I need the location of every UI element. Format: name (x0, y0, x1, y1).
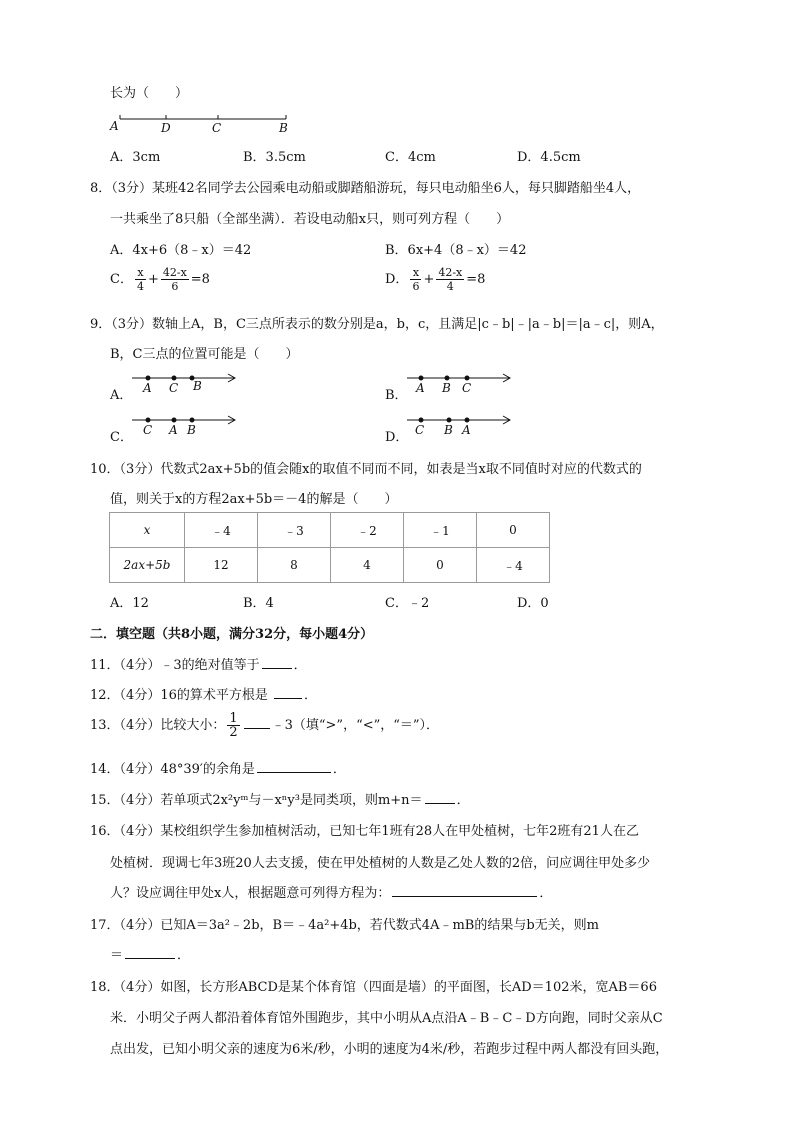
q8-line-1: 8．（3分）某班42名同学去公园乘电动船或脚踏船游玩，每只电动船坐6人，每只脚踏船坐4人， (90, 181, 641, 196)
q10-option-d[interactable]: D．0 (517, 596, 549, 611)
q13-text: 13．（4分）比较大小： (90, 718, 226, 733)
q7-segment-figure (108, 110, 298, 136)
period: ． (539, 886, 553, 901)
q11-text: 11．（4分）﹣3的绝对值等于 (90, 658, 260, 673)
fraction: $\frac{x}{6}$ (412, 266, 420, 293)
q12 (90, 684, 317, 703)
answer-blank[interactable] (274, 686, 302, 699)
q14 (90, 758, 346, 777)
point-a: A (169, 423, 178, 437)
fraction: $\frac{x}{4}$ (136, 266, 144, 293)
table-cell: 0 (477, 513, 550, 548)
period: ． (332, 762, 346, 777)
point-label-a: A (110, 119, 119, 133)
point-a: A (143, 381, 152, 395)
table-row (110, 548, 550, 583)
q9-option-c-label[interactable]: C． (110, 430, 133, 445)
table-row (110, 513, 550, 548)
q7-option-c[interactable]: C．4cm (385, 150, 436, 165)
q16-text: 人？设应调往甲处x人，根据题意可列得方程为： (110, 886, 391, 901)
q7-option-a[interactable]: A．3cm (110, 150, 161, 165)
q9-number-line-a[interactable] (130, 370, 240, 398)
q8-line-2: 一共乘坐了8只船（全部坐满）．若设电动船x只，则可列方程（ ） (110, 212, 510, 227)
point-b: B (444, 423, 453, 437)
q10-value-table (109, 512, 550, 583)
q9-number-line-b[interactable] (405, 370, 515, 398)
q8-option-c[interactable] (110, 266, 210, 293)
equals-eight: =8 (466, 272, 486, 287)
q9-option-b-label[interactable]: B． (385, 388, 408, 403)
point-c: C (143, 423, 153, 437)
point-a: A (416, 381, 425, 395)
q16-line-1: 16．（4分）某校组织学生参加植树活动，已知七年1班有28人在甲处植树，七年2班有21人在乙 (90, 824, 639, 839)
q12-text: 12．（4分）16的算术平方根是 (90, 688, 268, 703)
q10-option-a[interactable]: A．12 (110, 596, 149, 611)
table-cell: 0 (404, 548, 477, 583)
point-label-c: C (212, 121, 222, 135)
q8-option-a[interactable]: A．4x+6（8﹣x）＝42 (110, 243, 252, 258)
q10-option-b[interactable]: B．4 (243, 596, 274, 611)
table-cell: 8 (258, 548, 331, 583)
q9-option-d-label[interactable]: D． (385, 430, 409, 445)
answer-blank[interactable] (125, 946, 175, 959)
period: ． (456, 793, 470, 808)
q14-text: 14．（4分）48°39′的余角是 (90, 762, 255, 777)
fraction: $\frac{42-x}{6}$ (162, 266, 187, 293)
q18-line-3: 点出发，已知小明父亲的速度为6米/秒，小明的速度为4米/秒，若跑步过程中两人都没有回头跑， (110, 1042, 669, 1057)
answer-blank[interactable] (244, 716, 270, 729)
period: ． (177, 948, 191, 963)
point-a: A (462, 423, 471, 437)
q13-text-post: ﹣3（填“>”，“<”，“＝”）． (271, 718, 440, 733)
table-cell: ﹣4 (185, 513, 258, 548)
answer-blank[interactable] (425, 791, 455, 804)
point-b: B (193, 379, 202, 393)
q8-option-d[interactable] (385, 266, 485, 293)
period: ． (293, 658, 307, 673)
point-label-d: D (161, 121, 171, 135)
table-cell: ﹣2 (331, 513, 404, 548)
q18-line-1: 18．（4分）如图，长方形ABCD是某个体育馆（四面是墙）的平面图，长AD＝102米，宽AB＝66 (90, 980, 657, 995)
q10-line-1: 10．（3分）代数式2ax+5b的值会随x的取值不同而不同，如表是当x取不同值时对应的代数式的 (90, 462, 642, 477)
q7-option-d[interactable]: D．4.5cm (517, 150, 581, 165)
table-cell: 4 (331, 548, 404, 583)
table-cell: 12 (185, 548, 258, 583)
fraction-one-half: $\frac{1}{2}$ (229, 711, 238, 740)
table-cell: 2ax+5b (110, 548, 185, 583)
point-b: B (187, 423, 196, 437)
q15-text: 15．（4分）若单项式2x²yᵐ与－xⁿy³是同类项，则m+n＝ (90, 793, 423, 808)
q16-line-2: 处植树．现调七年3班20人去支援，使在甲处植树的人数是乙处人数的2倍，问应调往甲处多少 (110, 856, 651, 871)
section-title-fill-in: 二．填空题（共8小题，满分32分，每小题4分） (90, 627, 374, 642)
q9-option-a-label[interactable]: A． (110, 388, 133, 403)
point-b: B (442, 381, 451, 395)
option-label: C． (110, 272, 133, 287)
point-c: C (415, 423, 425, 437)
table-cell: x (110, 513, 185, 548)
point-label-b: B (279, 121, 288, 135)
table-cell: ﹣3 (258, 513, 331, 548)
table-cell: ﹣4 (477, 548, 550, 583)
q9-number-line-d[interactable] (405, 412, 515, 440)
q17-line-1: 17．（4分）已知A＝3a²﹣2b，B＝﹣4a²+4b，若代数式4A﹣mB的结果与b无关，则m (90, 918, 599, 933)
option-label: D． (385, 272, 409, 287)
q7-question-tail: 长为（ ） (110, 86, 189, 101)
plus-sign: + (423, 272, 435, 287)
q7-option-b[interactable]: B．3.5cm (243, 150, 306, 165)
equals-eight: =8 (190, 272, 210, 287)
q17-text: ＝ (110, 948, 124, 963)
q9-number-line-c[interactable] (130, 412, 240, 440)
q18-line-2: 米．小明父子两人都沿着体育馆外围跑步，其中小明从A点沿A﹣B﹣C﹣D方向跑，同时父亲从C (110, 1011, 663, 1026)
answer-blank[interactable] (262, 656, 292, 669)
q9-line-1: 9．（3分）数轴上A，B，C三点所表示的数分别是a，b，c，且满足|c﹣b|﹣|a﹣b|＝|a﹣c|，则A， (90, 317, 664, 332)
q16-line-3 (110, 882, 552, 901)
q10-option-c[interactable]: C．﹣2 (385, 596, 430, 611)
plus-sign: + (147, 272, 159, 287)
answer-blank[interactable] (257, 760, 331, 773)
fraction: $\frac{42-x}{4}$ (438, 266, 463, 293)
q15 (90, 789, 470, 808)
q8-option-b[interactable]: B．6x+4（8﹣x）＝42 (385, 243, 527, 258)
q11 (90, 654, 307, 673)
answer-blank[interactable] (392, 884, 537, 897)
point-c: C (462, 381, 472, 395)
q17-line-2 (110, 944, 190, 963)
q10-line-2: 值，则关于x的方程2ax+5b＝－4的解是（ ） (110, 492, 398, 507)
q9-line-2: B，C三点的位置可能是（ ） (110, 347, 299, 362)
point-c: C (169, 381, 179, 395)
period: ． (304, 688, 318, 703)
q13 (90, 712, 439, 739)
table-cell: ﹣1 (404, 513, 477, 548)
